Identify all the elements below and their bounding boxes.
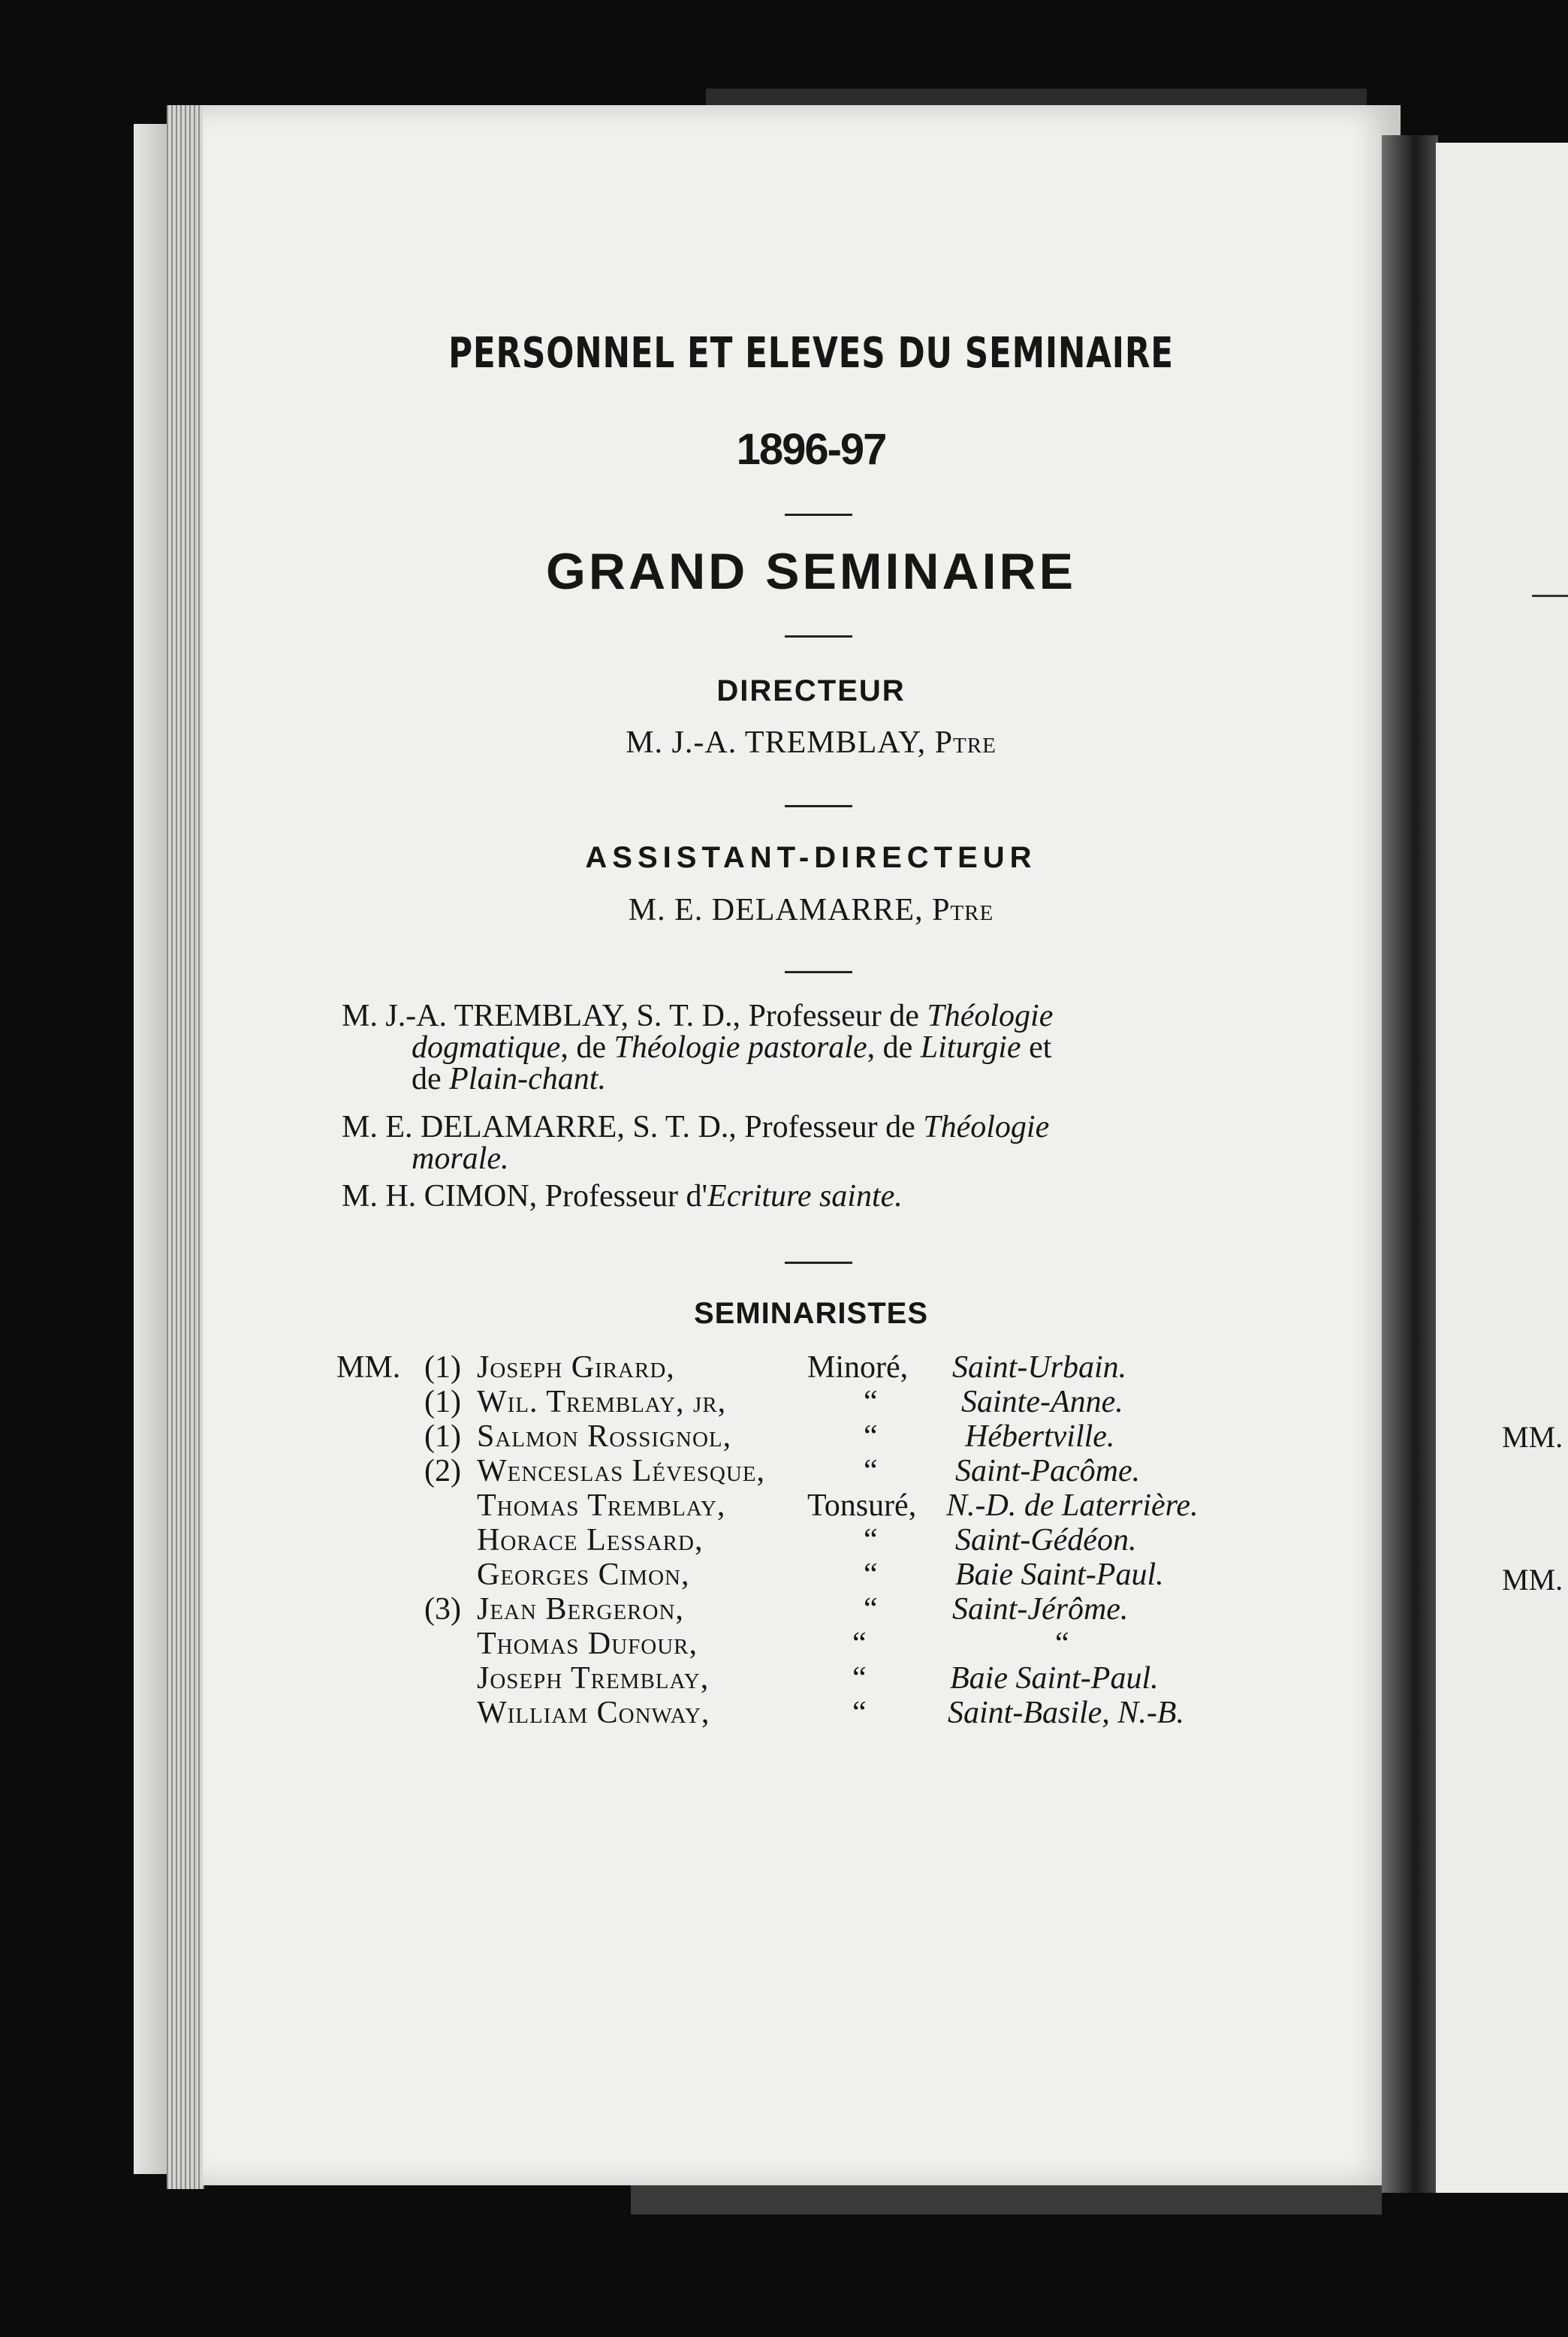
facing-page-dash [1532, 595, 1568, 597]
subject: dogmatique [412, 1030, 561, 1065]
facing-page-mm-2: MM. [1502, 1563, 1563, 1597]
seminarist-name: Joseph Girard, [477, 1350, 675, 1385]
seminarist-name: Georges Cimon, [477, 1557, 690, 1592]
assistant-name-text: M. E. DELAMARRE, [628, 893, 924, 927]
directeur-name [203, 725, 1419, 761]
section-title: GRAND SEMINAIRE [545, 543, 1077, 600]
professor-entry-3 [342, 1181, 1288, 1212]
subject: morale. [412, 1141, 509, 1176]
professor-entry-1 [342, 1000, 1288, 1095]
seminarist-place: N.-D. de Laterrière. [946, 1488, 1199, 1523]
subject: Théologie [923, 1110, 1050, 1144]
subject: Plain-chant. [449, 1062, 606, 1096]
divider [785, 514, 852, 516]
seminarist-order: “ [864, 1557, 878, 1592]
seminarist-name: Wil. Tremblay, jr, [477, 1385, 727, 1419]
facing-page-mm-1: MM. [1502, 1420, 1563, 1454]
professor-line [342, 1000, 1288, 1032]
professor-entry-2 [342, 1111, 1288, 1175]
seminarist-note: (1) [424, 1350, 461, 1385]
seminarist-name: Wenceslas Lévesque, [477, 1454, 766, 1488]
seminarist-order: “ [864, 1385, 878, 1419]
seminarist-place: Hébertville. [965, 1419, 1115, 1454]
page-title: PERSONNEL ET ELEVES DU SEMINAIRE [448, 329, 1174, 378]
text: , de [560, 1030, 614, 1065]
seminarist-name: Jean Bergeron, [477, 1592, 684, 1627]
divider [785, 1262, 852, 1264]
subject: Théologie [927, 999, 1054, 1033]
seminarist-name: Joseph Tremblay, [477, 1661, 710, 1696]
page-year: 1896-97 [736, 425, 886, 474]
professor-line [342, 1181, 1288, 1212]
seminarist-place: Saint-Urbain. [952, 1350, 1127, 1385]
professor-line [342, 1032, 1288, 1063]
seminarist-name: Salmon Rossignol, [477, 1419, 732, 1454]
seminarist-note: (3) [424, 1592, 461, 1627]
text: de [412, 1062, 450, 1096]
professor-line [342, 1143, 1288, 1175]
professor-line [342, 1111, 1288, 1143]
directeur-title: Ptre [934, 725, 997, 760]
seminarist-order: “ [864, 1523, 878, 1557]
seminarist-place: Baie Saint-Paul. [950, 1661, 1159, 1696]
seminarist-order: “ [864, 1419, 878, 1454]
text: , de [867, 1030, 921, 1065]
seminarist-place: Baie Saint-Paul. [955, 1557, 1164, 1592]
seminarist-place: Saint-Basile, N.-B. [948, 1696, 1184, 1730]
seminarist-note: (1) [424, 1419, 461, 1454]
assistant-heading: ASSISTANT-DIRECTEUR [585, 841, 1037, 874]
divider [785, 805, 852, 807]
seminarist-order: “ [864, 1454, 878, 1488]
assistant-name [203, 892, 1419, 928]
seminarist-name: Horace Lessard, [477, 1523, 704, 1557]
directeur-heading: DIRECTEUR [716, 674, 906, 707]
seminarist-place: Saint-Jérôme. [952, 1592, 1129, 1627]
scan-border-bottom [631, 2182, 1382, 2215]
subject: Théologie pastorale [614, 1030, 867, 1065]
seminarist-place: Sainte-Anne. [961, 1385, 1123, 1419]
subject: Liturgie [920, 1030, 1021, 1065]
seminarist-note: (1) [424, 1385, 461, 1419]
text: et [1021, 1030, 1052, 1065]
facing-page [1436, 143, 1568, 2193]
divider [785, 971, 852, 973]
seminarist-place: Saint-Gédéon. [955, 1523, 1137, 1557]
seminarist-order: “ [852, 1627, 867, 1661]
seminarist-order: “ [864, 1592, 878, 1627]
seminarist-order: “ [852, 1696, 867, 1730]
page-edges [167, 105, 204, 2189]
seminarist-note: (2) [424, 1454, 461, 1488]
seminarist-name: Thomas Dufour, [477, 1627, 698, 1661]
seminarist-place: Saint-Pacôme. [955, 1454, 1141, 1488]
seminarist-place: “ [1055, 1627, 1069, 1661]
assistant-title: Ptre [932, 893, 994, 927]
professor-line [342, 1063, 1288, 1095]
seminarist-name: Thomas Tremblay, [477, 1488, 726, 1523]
text: M. J.-A. TREMBLAY, S. T. D., Professeur de [342, 999, 927, 1033]
seminarist-order: “ [852, 1661, 867, 1696]
text: M. H. CIMON, Professeur d' [342, 1179, 708, 1214]
seminarist-order: Minoré, [807, 1350, 909, 1385]
seminarist-name: William Conway, [477, 1696, 710, 1730]
subject: Ecriture sainte. [707, 1179, 903, 1214]
text: M. E. DELAMARRE, S. T. D., Professeur de [342, 1110, 924, 1144]
seminarist-prefix: MM. [336, 1350, 401, 1385]
directeur-name-text: M. J.-A. TREMBLAY, [626, 725, 927, 760]
seminaristes-heading: SEMINARISTES [693, 1297, 929, 1330]
seminarist-order: Tonsuré, [807, 1488, 917, 1523]
divider [785, 635, 852, 638]
